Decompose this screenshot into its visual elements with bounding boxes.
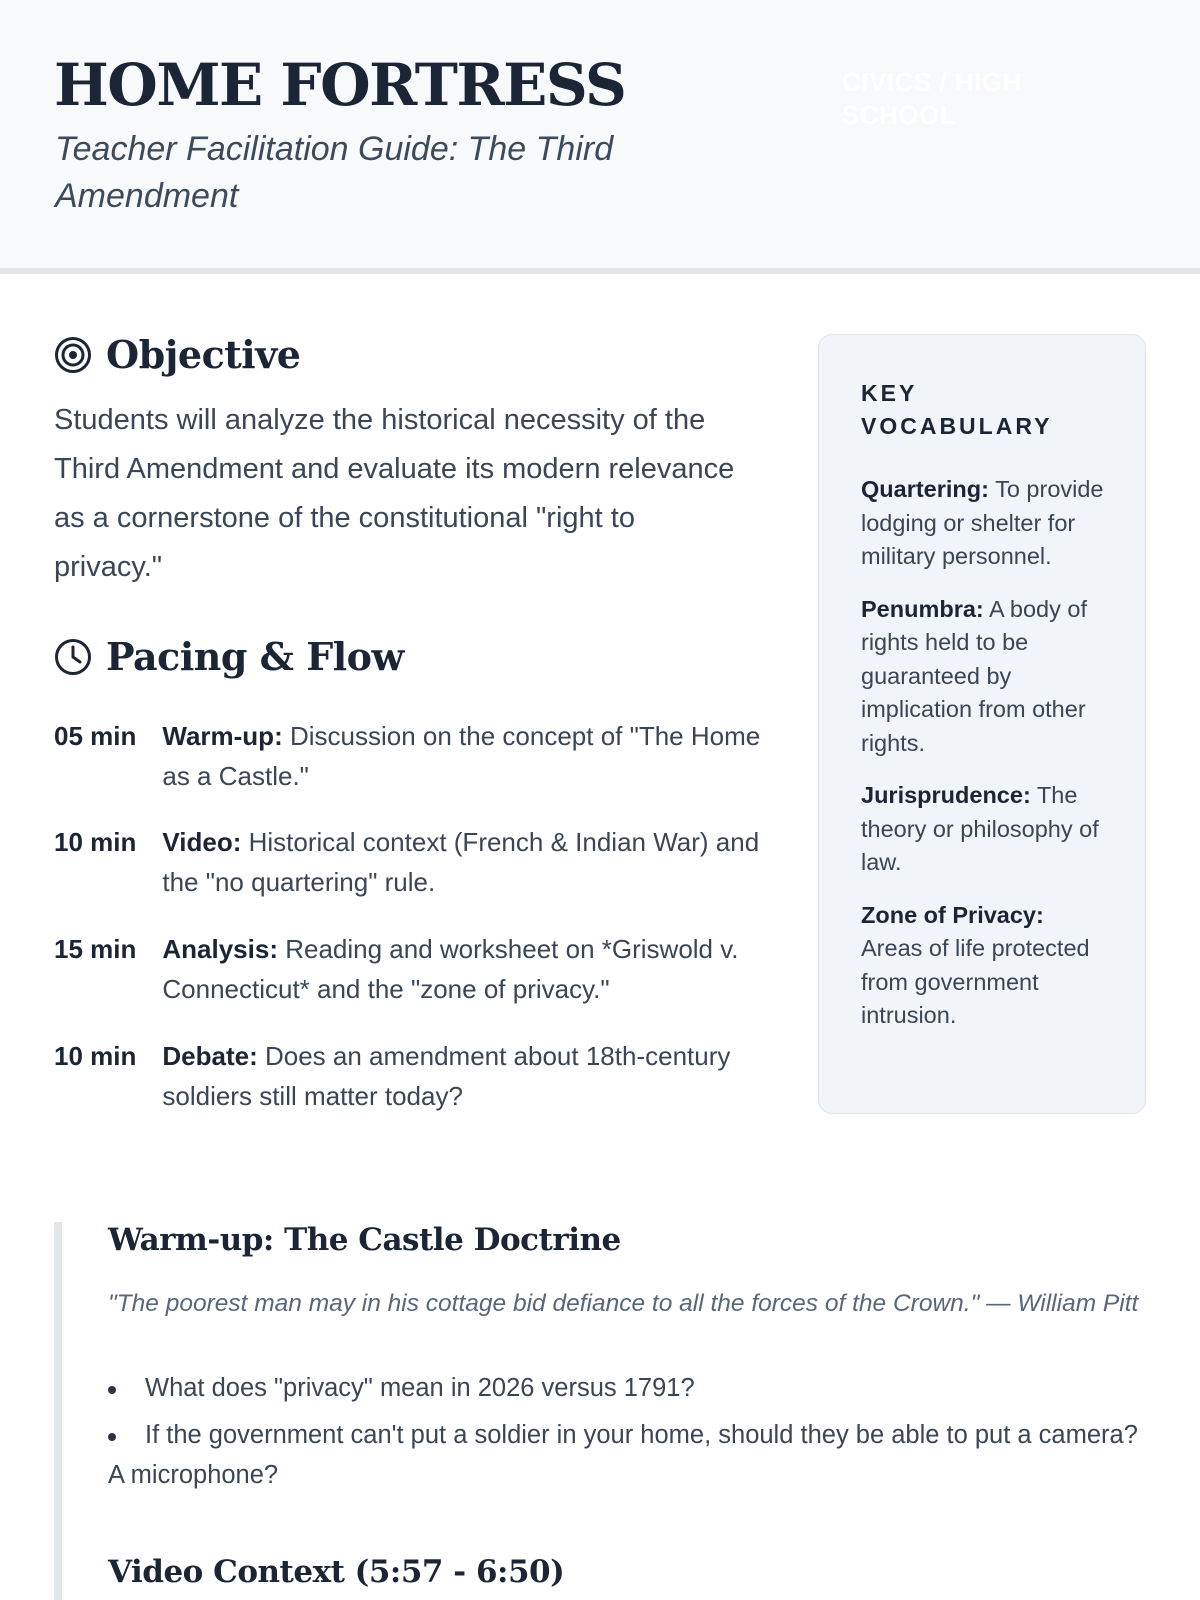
bullet-dot-icon: [108, 1433, 116, 1441]
objective-heading: [54, 332, 300, 377]
video-context-heading: Video Context (5:57 - 6:50): [108, 1554, 565, 1590]
pacing-item: [54, 1036, 774, 1116]
vocabulary-title: KEY VOCABULARY: [861, 380, 1053, 439]
vocabulary-definition: The theory or philosophy of law.: [861, 782, 1099, 875]
pacing-description: [162, 716, 774, 796]
pacing-text: Discussion on the concept of "The Home as a Castle.": [162, 721, 761, 791]
pacing-item: [54, 929, 774, 1009]
pacing-description: [162, 822, 774, 902]
pacing-label: Video:: [162, 827, 242, 857]
pacing-text: Does an amendment about 18th-century soldiers still matter today?: [162, 1041, 731, 1111]
page-header: [0, 0, 1200, 274]
vocabulary-term: Penumbra:: [861, 595, 984, 622]
vocabulary-entry: [861, 779, 1109, 880]
vocabulary-term: Jurisprudence:: [861, 782, 1031, 808]
warmup-heading: Warm-up: The Castle Doctrine: [108, 1222, 621, 1258]
warmup-quote: "The poorest man may in his cottage bid defiance to all the forces of the Crown." — William Pitt: [108, 1290, 1139, 1317]
vocabulary-definition: Areas of life protected from government intrusion.: [861, 935, 1090, 1028]
clock-icon: [54, 638, 92, 676]
pacing-description: [162, 1036, 774, 1116]
pacing-text: Historical context (French & Indian War) and the "no quartering" rule.: [162, 827, 760, 897]
pacing-label: Debate:: [162, 1041, 258, 1071]
vocabulary-definition: To provide lodging or shelter for military personnel.: [861, 476, 1104, 569]
list-item-text: If the government can't put a soldier in your home, should they be able to put a camera? A microphone?: [108, 1421, 1138, 1489]
pacing-time: 10 min: [54, 827, 137, 857]
pacing-description: [162, 929, 774, 1009]
pacing-text: Reading and worksheet on *Griswold v. Connecticut* and the "zone of privacy.": [162, 934, 739, 1004]
pacing-time: 10 min: [54, 1041, 137, 1071]
grade-level-tag: CIVICS / HIGH SCHOOL: [842, 67, 1022, 130]
list-item: [108, 1415, 1148, 1495]
objective-text: Students will analyze the historical necessity of the Third Amendment and evaluate its modern relevance as a cornerstone of the constitutional "right to privacy.": [54, 404, 735, 583]
bullet-dot-icon: [108, 1386, 116, 1394]
brand-title: HOME FORTRESS: [54, 51, 626, 119]
vocabulary-definition: A body of rights held to be guaranteed by implication from other rights.: [861, 595, 1087, 756]
objective-heading-label: Objective: [106, 332, 301, 377]
vocabulary-term: Zone of Privacy:: [861, 901, 1044, 928]
pacing-heading: [54, 634, 404, 679]
vocabulary-term: Quartering:: [861, 476, 989, 502]
pacing-heading-label: Pacing & Flow: [106, 634, 404, 679]
pacing-item: [54, 716, 774, 796]
pacing-time: 05 min: [54, 721, 137, 751]
warmup-questions: [108, 1368, 1148, 1502]
pacing-item: [54, 822, 774, 902]
warmup-section: [54, 1222, 1162, 1600]
vocabulary-entry: [861, 593, 1109, 761]
vocabulary-card: [818, 334, 1146, 1114]
guide-subtitle: Teacher Facilitation Guide: The Third Amendment: [55, 130, 614, 215]
vocabulary-entry: [861, 899, 1109, 1033]
pacing-label: Warm-up:: [162, 721, 283, 751]
target-icon: [54, 336, 92, 374]
list-item-text: What does "privacy" mean in 2026 versus 1791?: [145, 1374, 695, 1402]
vocabulary-entry: [861, 473, 1109, 574]
pacing-label: Analysis:: [162, 934, 278, 964]
pacing-time: 15 min: [54, 934, 137, 964]
guide-content: [0, 274, 1200, 1594]
list-item: [108, 1368, 1148, 1408]
